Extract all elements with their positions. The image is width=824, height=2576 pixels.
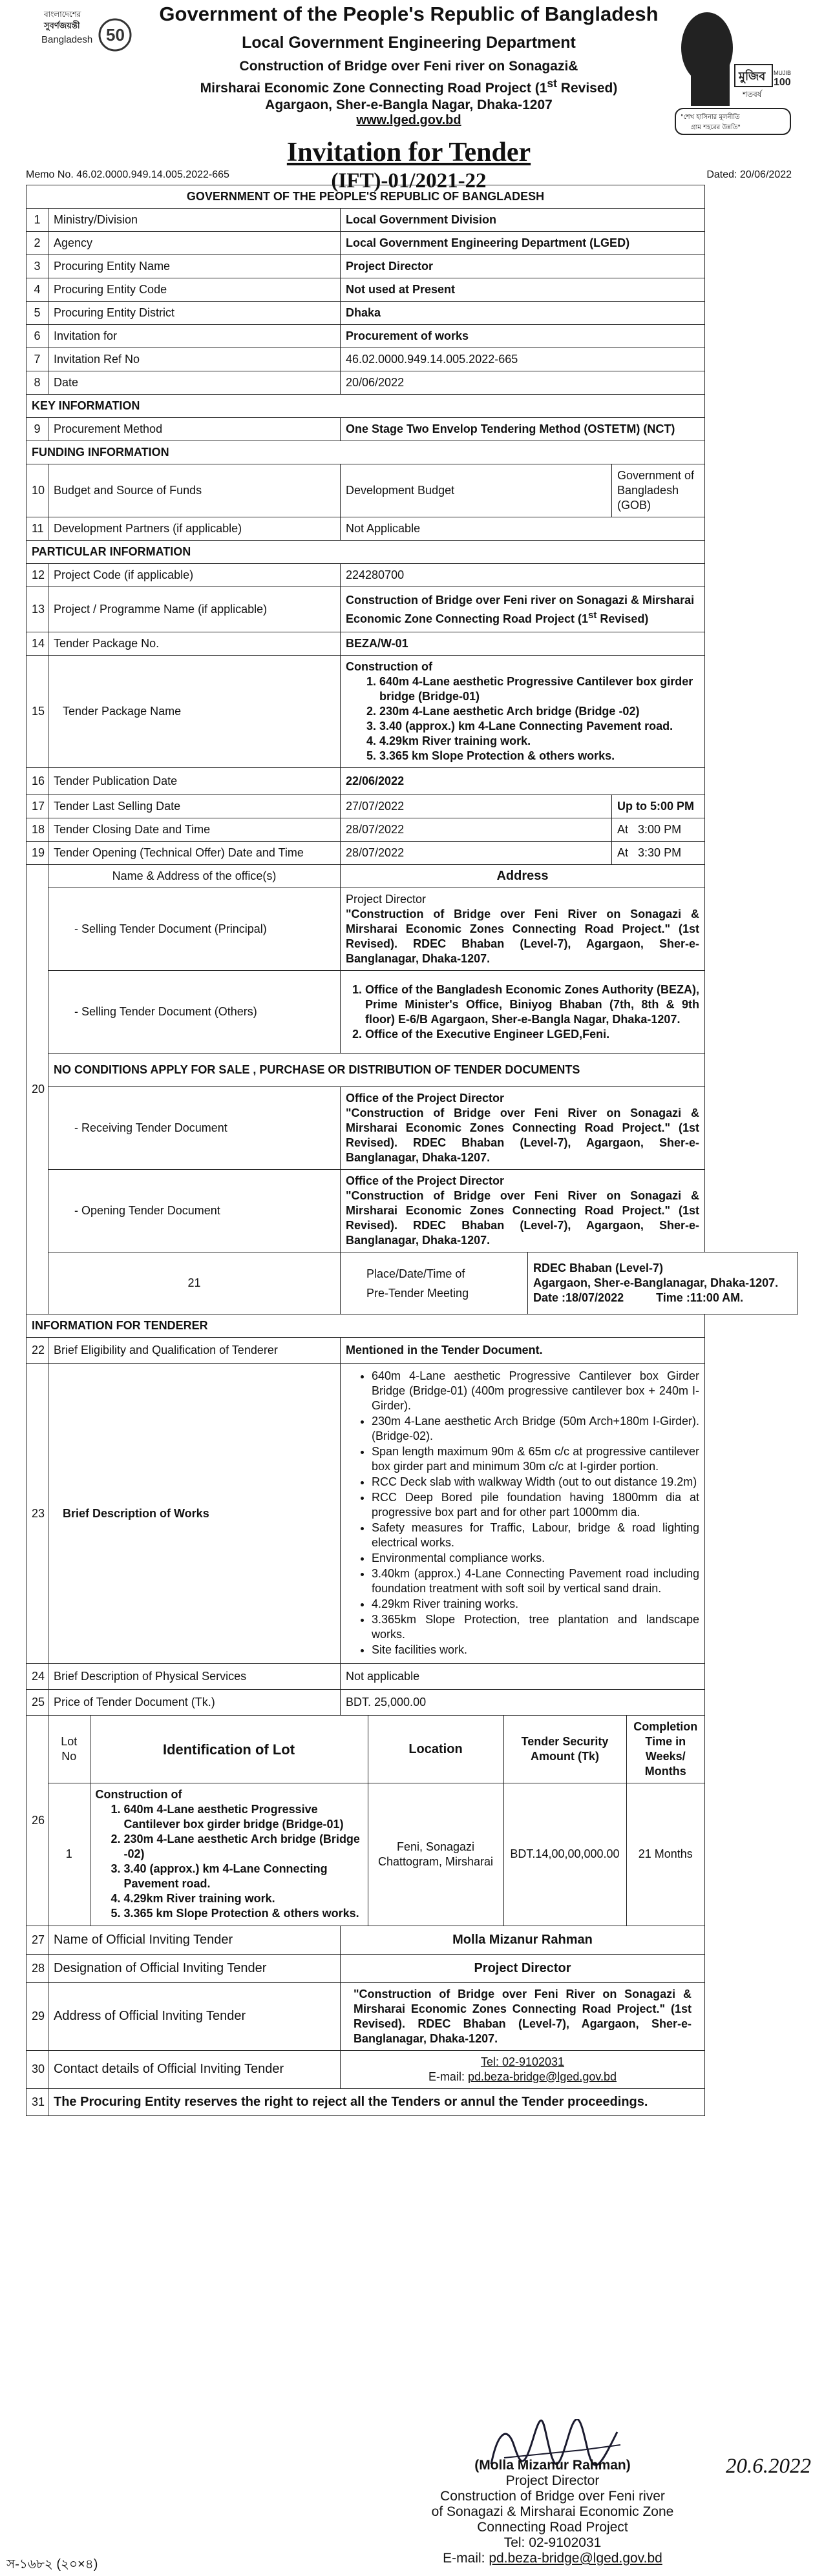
row-label: - Selling Tender Document (Principal) — [48, 888, 341, 971]
table-row: 1 Ministry/Division Local Government Division — [26, 209, 798, 232]
table-row — [26, 888, 798, 971]
row-value: 224280700 — [341, 564, 705, 587]
handwritten-date: 20.6.2022 — [726, 2455, 811, 2478]
list-item: • RCC Deep Bored pile foundation having 1800mm dia at progressive box part and for other part 1000mm dia. — [372, 1490, 699, 1520]
government-title: Government of the People's Republic of Bangladesh — [159, 3, 659, 25]
signatory-designation: Project Director — [505, 2473, 600, 2488]
svg-text:100: 100 — [774, 77, 791, 88]
section-funding-information: FUNDING INFORMATION — [26, 441, 705, 464]
row-value: BEZA/W-01 — [341, 632, 705, 656]
table-row — [26, 971, 798, 1054]
row-label: Date — [48, 371, 341, 395]
row-value: 28/07/2022 — [341, 842, 612, 865]
row-value: Not used at Present — [341, 278, 705, 302]
official-tel: Tel: 02-9102031 — [480, 2055, 565, 2068]
row-label: Project Code (if applicable) — [48, 564, 341, 587]
row-label: Price of Tender Document (Tk.) — [48, 1690, 341, 1716]
row-label: Procuring Entity Code — [48, 278, 341, 302]
row-label: Place/Date/Time of Pre-Tender Meeting — [341, 1252, 528, 1314]
row-label: Development Partners (if applicable) — [48, 517, 341, 541]
table-heading: GOVERNMENT OF THE PEOPLE'S REPUBLIC OF BANGLADESH — [26, 185, 705, 209]
notice-header — [26, 0, 798, 192]
svg-text:শতবর্ষ: শতবর্ষ — [743, 90, 762, 99]
row-value: 27/07/2022 — [341, 795, 612, 818]
row-value: BDT. 25,000.00 — [341, 1690, 705, 1716]
table-row: 15 Tender Package Name Construction of 1. 640m 4-Lane aesthetic Progressive Cantilever box girder bridge (Bridge-01) 2. 230m 4-Lane aesthetic Arch bridge (Bridge -02) 3. 3.40 (approx.) km 4-Lane Connecting Pavement road. 4. 4.29km River training work. 5. 3.365 km Slope Protection & others works. — [26, 656, 798, 768]
row-label: Procurement Method — [48, 418, 341, 441]
section-row — [26, 395, 798, 418]
row-value: Dhaka — [341, 302, 705, 325]
office-address: Agargaon, Sher-e-Bangla Nagar, Dhaka-1207 — [265, 98, 553, 112]
department-name: Local Government Engineering Department — [242, 34, 576, 52]
list-item: 4. 4.29km River training work. — [379, 734, 699, 749]
list-item: • 3.365km Slope Protection, tree plantation and landscape works. — [372, 1612, 699, 1642]
row-value: Local Government Division — [341, 209, 705, 232]
row-label: Address of Official Inviting Tender — [48, 1982, 341, 2050]
lot-identification: Construction of 1. 640m 4-Lane aesthetic Progressive Cantilever box girder bridge (Bridge-01) 2. 230m 4-Lane aesthetic Arch bridge (Bridge -02) 3. 3.40 (approx.) km 4-Lane Connecting Pavement road. 4. 4.29km River training work. 5. 3.365 km Slope Protection & others works. — [90, 1783, 368, 1926]
lot-completion-time: 21 Months — [626, 1783, 704, 1926]
table-row: 5 Procuring Entity District Dhaka — [26, 302, 798, 325]
pre-tender-meeting-value: RDEC Bhaban (Level-7) Agargaon, Sher-e-Banglanagar, Dhaka-1207. Date :18/07/2022 Time :11:00 AM. — [528, 1252, 798, 1314]
svg-text:"শেখ হাসিনার মূলনীতি: "শেখ হাসিনার মূলনীতি — [681, 114, 740, 121]
row-label: Brief Eligibility and Qualification of Tenderer — [48, 1338, 341, 1364]
row-value: Not applicable — [341, 1664, 705, 1690]
lot-security-header: Tender Security Amount (Tk) — [503, 1716, 626, 1783]
works-list — [346, 1369, 699, 1657]
table-row: 2 Agency Local Government Engineering Department (LGED) — [26, 232, 798, 255]
row-label: Tender Closing Date and Time — [48, 818, 341, 842]
row-value: Procurement of works — [341, 325, 705, 348]
row-value: Project Director "Construction of Bridge over Feni River on Sonagazi & Mirsharai Economic Zones Connecting Road Project." (1st Revised). RDEC Bhaban (Level-7), Agargaon, Sher-e-Banglanagar, Dhaka-1207. — [341, 888, 705, 971]
row-label: Designation of Official Inviting Tender — [48, 1954, 341, 1982]
row-label: Agency — [48, 232, 341, 255]
list-item: 1. 640m 4-Lane aesthetic Progressive Cantilever box girder bridge (Bridge-01) — [379, 674, 699, 704]
reservation-clause: The Procuring Entity reserves the right to reject all the Tenders or annul the Tender proceedings. — [48, 2088, 705, 2115]
svg-text:সুবর্ণজয়ন্তী: সুবর্ণজয়ন্তী — [44, 21, 80, 31]
svg-text:মুজিব: মুজিব — [739, 70, 766, 83]
row-label: Tender Last Selling Date — [48, 795, 341, 818]
row-value: Local Government Engineering Department (LGED) — [341, 232, 705, 255]
official-designation: Project Director — [341, 1954, 705, 1982]
table-row: 23 Brief Description of Works • 640m 4-Lane aesthetic Progressive Cantilever box Girder Bridge (Bridge-01) (400m progressive cantilever box + 240m I-Girder). • 230m 4-Lane aesthetic Arch Bridge (50m Arch+180m I-Girder). (Bridge-02). • Span length maximum 90m & 65m c/c at progressive cantilever box girder part and minimum 30m c/c at I-girder portion. • RCC Deck slab with walkway Width (out to out distance 19.2m) • RCC Deep Bored pile foundation having 1800mm dia at progressive box part and for other part 1000mm dia. • Safety measures for Traffic, Labour, bridge & road lighting electrical works. • Environmental compliance works. • 3.40km (approx.) 4-Lane Connecting Pavement road including foundation treatment with soft soil by vertical sand drain. • 4.29km River training works. • 3.365km Slope Protection, tree plantation and landscape works. • Site facilities work. — [26, 1364, 798, 1664]
table-row: 28 Designation of Official Inviting Tender Project Director — [26, 1954, 798, 1982]
website-link[interactable]: www.lged.gov.bd — [356, 113, 461, 127]
offices-column-heading: Name & Address of the office(s) — [48, 865, 341, 888]
signatory-details: (Molla Mizanur Rahman) Project Director Construction of Bridge over Feni river of Sonagazi & Mirsharai Economic Zone Connecting Road Project Tel: 02-9102031 E-mail: pd.beza-bridge@lged.gov.bd — [401, 2458, 704, 2566]
table-row: 30 Contact details of Official Inviting Tender Tel: 02-9102031 E-mail: pd.beza-bridge@lged.gov.bd — [26, 2050, 798, 2088]
table-row: 11 Development Partners (if applicable) Not Applicable — [26, 517, 798, 541]
row-label: Budget and Source of Funds — [48, 464, 341, 517]
table-row: 18 Tender Closing Date and Time 28/07/2022 At 3:00 PM — [26, 818, 798, 842]
list-item: 2. Office of the Executive Engineer LGED,Feni. — [365, 1027, 699, 1042]
official-name: Molla Mizanur Rahman — [341, 1926, 705, 1954]
list-item: • 4.29km River training works. — [372, 1597, 699, 1612]
list-item: 3. 3.40 (approx.) km 4-Lane Connecting Pavement road. — [124, 1862, 363, 1891]
svg-text:গ্রাম শহরের উন্নতি": গ্রাম শহরের উন্নতি" — [691, 124, 741, 131]
table-row — [26, 1170, 798, 1252]
lot-items-list — [96, 1802, 363, 1921]
table-row: 22 Brief Eligibility and Qualification of Tenderer Mentioned in the Tender Document. — [26, 1338, 798, 1364]
list-item: 1. Office of the Bangladesh Economic Zones Authority (BEZA), Prime Minister's Office, Biniyog Bhaban (7th, 8th & 9th floor) E-6/B Agargaon, Sher-e-Bangla Nagar, Dhaka-1207. — [365, 982, 699, 1027]
svg-text:MUJIB: MUJIB — [774, 70, 791, 76]
svg-text:50: 50 — [106, 25, 125, 45]
lot-location: Feni, Sonagazi Chattogram, Mirsharai — [368, 1783, 503, 1926]
row-value: 20/06/2022 — [341, 371, 705, 395]
row-value: 28/07/2022 — [341, 818, 612, 842]
list-item: • Site facilities work. — [372, 1643, 699, 1657]
list-item: • 230m 4-Lane aesthetic Arch Bridge (50m Arch+180m I-Girder). (Bridge-02). — [372, 1414, 699, 1444]
notice-title: Invitation for Tender — [286, 138, 531, 167]
lot-table-cell — [48, 1716, 705, 1926]
memo-date: Dated: 20/06/2022 — [706, 169, 792, 180]
row-label: - Opening Tender Document — [48, 1170, 341, 1252]
opening-time: At 3:30 PM — [612, 842, 705, 865]
row-label: Tender Publication Date — [48, 768, 341, 795]
signatory-tel: Tel: 02-9102031 — [503, 2535, 602, 2550]
no-conditions-note: NO CONDITIONS APPLY FOR SALE , PURCHASE OR DISTRIBUTION OF TENDER DOCUMENTS — [48, 1054, 705, 1087]
svg-text:Bangladesh: Bangladesh — [41, 34, 93, 45]
official-address: "Construction of Bridge over Feni River on Sonagazi & Mirsharai Economic Zones Connecting Road Project." (1st Revised). RDEC Bhaban (Level-7), Agargaon, Sher-e-Banglanagar, Dhaka-1207. — [341, 1982, 705, 2050]
table-row: 24 Brief Description of Physical Services Not applicable — [26, 1664, 798, 1690]
official-contact: Tel: 02-9102031 E-mail: pd.beza-bridge@lged.gov.bd — [341, 2050, 705, 2088]
table-row: 29 Address of Official Inviting Tender "Construction of Bridge over Feni River on Sonagazi & Mirsharai Economic Zones Connecting Road Project." (1st Revised). RDEC Bhaban (Level-7), Agargaon, Sher-e-Banglanagar, Dhaka-1207. — [26, 1982, 798, 2050]
table-row: 9 Procurement Method One Stage Two Envelop Tendering Method (OSTETM) (NCT) — [26, 418, 798, 441]
row-label: Invitation Ref No — [48, 348, 341, 371]
list-item: 2. 230m 4-Lane aesthetic Arch bridge (Bridge -02) — [124, 1832, 363, 1862]
table-row: 10 Budget and Source of Funds Development Budget Government of Bangladesh (GOB) — [26, 464, 798, 517]
header-text-block — [149, 0, 669, 193]
row-label: Project / Programme Name (if applicable) — [48, 587, 341, 632]
tender-information-table — [26, 185, 798, 2116]
package-items-list — [346, 674, 699, 763]
table-row: 27 Name of Official Inviting Tender Molla Mizanur Rahman — [26, 1926, 798, 1954]
row-value: 46.02.0000.949.14.005.2022-665 — [341, 348, 705, 371]
print-reference-code: স-১৬৮২ (২০×৪) — [6, 2557, 98, 2571]
list-item: • Safety measures for Traffic, Labour, bridge & road lighting electrical works. — [372, 1521, 699, 1550]
row-value: Office of the Project Director "Construction of Bridge over Feni River on Sonagazi & Mirsharai Economic Zones Connecting Road Project." (1st Revised). RDEC Bhaban (Level-7), Agargaon, Sher-e-Banglanagar, Dhaka-1207. — [341, 1170, 705, 1252]
row-value: Mentioned in the Tender Document. — [341, 1338, 705, 1364]
table-row: 7 Invitation Ref No 46.02.0000.949.14.005.2022-665 — [26, 348, 798, 371]
lot-no-header: Lot No — [48, 1716, 90, 1783]
address-column-heading: Address — [341, 865, 705, 888]
section-information-for-tenderer: INFORMATION FOR TENDERER — [26, 1314, 705, 1338]
row-label: Tender Package No. — [48, 632, 341, 656]
row-label: Ministry/Division — [48, 209, 341, 232]
row-label: Brief Description of Physical Services — [48, 1664, 341, 1690]
row-value: Construction of Bridge over Feni river on Sonagazi & Mirsharai Economic Zone Connecting Road Project (1st Revised) — [341, 587, 705, 632]
row-value: One Stage Two Envelop Tendering Method (OSTETM) (NCT) — [341, 418, 705, 441]
row-label: - Receiving Tender Document — [48, 1087, 341, 1170]
row-label: Brief Description of Works — [48, 1364, 341, 1664]
list-item: • RCC Deck slab with walkway Width (out to out distance 19.2m) — [372, 1475, 699, 1490]
row-label: Tender Opening (Technical Offer) Date and Time — [48, 842, 341, 865]
list-item: 4. 4.29km River training work. — [124, 1891, 363, 1906]
table-row: 31 The Procuring Entity reserves the right to reject all the Tenders or annul the Tender proceedings. — [26, 2088, 798, 2115]
row-value: Not Applicable — [341, 517, 705, 541]
signatory-email-link[interactable]: pd.beza-bridge@lged.gov.bd — [489, 2551, 662, 2566]
signature-block — [0, 2419, 824, 2571]
section-row — [26, 1314, 798, 1338]
list-item: • Span length maximum 90m & 65m c/c at progressive cantilever box girder part and minimum 30m c/c at I-girder portion. — [372, 1444, 699, 1474]
list-item: • Environmental compliance works. — [372, 1551, 699, 1566]
selling-time: Up to 5:00 PM — [612, 795, 705, 818]
svg-text:বাংলাদেশের: বাংলাদেশের — [44, 10, 81, 19]
table-row: 3 Procuring Entity Name Project Director — [26, 255, 798, 278]
table-row: 6 Invitation for Procurement of works — [26, 325, 798, 348]
lot-security-amount: BDT.14,00,00,000.00 — [503, 1783, 626, 1926]
memo-line — [26, 169, 798, 181]
golden-jubilee-logo — [39, 4, 136, 75]
row-label: Procuring Entity District — [48, 302, 341, 325]
table-row: 14 Tender Package No. BEZA/W-01 — [26, 632, 798, 656]
table-row: 17 Tender Last Selling Date 27/07/2022 Up to 5:00 PM — [26, 795, 798, 818]
lot-row — [48, 1783, 704, 1926]
table-row: 16 Tender Publication Date 22/06/2022 — [26, 768, 798, 795]
row-value: Project Director — [341, 255, 705, 278]
list-item: 2. 230m 4-Lane aesthetic Arch bridge (Bridge -02) — [379, 704, 699, 719]
section-particular-information: PARTICULAR INFORMATION — [26, 541, 705, 564]
lot-identification-header: Identification of Lot — [90, 1716, 368, 1783]
row-value: Development Budget — [341, 464, 612, 517]
row-label: Invitation for — [48, 325, 341, 348]
table-row — [26, 1087, 798, 1170]
row-label: Name of Official Inviting Tender — [48, 1926, 341, 1954]
table-row: 12 Project Code (if applicable) 224280700 — [26, 564, 798, 587]
section-key-information: KEY INFORMATION — [26, 395, 705, 418]
row-value: 22/06/2022 — [341, 768, 705, 795]
official-email-link[interactable]: pd.beza-bridge@lged.gov.bd — [467, 2070, 617, 2083]
row-value — [341, 971, 705, 1054]
mujib-100-logo — [671, 3, 794, 138]
list-item: 5. 3.365 km Slope Protection & others works. — [124, 1906, 363, 1921]
lot-header-row — [48, 1716, 704, 1783]
list-item: • 640m 4-Lane aesthetic Progressive Cantilever box Girder Bridge (Bridge-01) (400m progressive cantilever box + 240m I-Girder). — [372, 1369, 699, 1413]
row-value: Office of the Project Director "Construction of Bridge over Feni River on Sonagazi & Mirsharai Economic Zones Connecting Road Project." (1st Revised). RDEC Bhaban (Level-7), Agargaon, Sher-e-Banglanagar, Dhaka-1207. — [341, 1087, 705, 1170]
table-row: 19 Tender Opening (Technical Offer) Date and Time 28/07/2022 At 3:30 PM — [26, 842, 798, 865]
lot-table — [48, 1716, 704, 1926]
table-row: 26 Lot No Identification of Lot Location Tender Security Amount (Tk) Completion Time in Weeks/ Months 1 Construction of 1. 640m 4-Lane aesthetic Progressive Cantilever box girder bridge (Bridge-01) 2. 230m 4-Lane aesthetic Arch bridge (Bridge -02) 3. 3.40 (approx.) km 4-Lane Connecting Pavement road. 4. 4.29km River training work. 5. 3.365 km Slope Protection & others works. Feni, Sonagazi Chattogram, Mirsharai BDT.14,00,00,000.00 21 Months — [26, 1716, 798, 1926]
table-row: 25 Price of Tender Document (Tk.) BDT. 25,000.00 — [26, 1690, 798, 1716]
section-row — [26, 541, 798, 564]
table-row: 13 Project / Programme Name (if applicable) Construction of Bridge over Feni river on Sonagazi & Mirsharai Economic Zone Connecting Road Project (1st Revised) — [26, 587, 798, 632]
list-item: • 3.40km (approx.) 4-Lane Connecting Pavement road including foundation treatment with soft soil by vertical sand drain. — [372, 1566, 699, 1596]
row-label: Procuring Entity Name — [48, 255, 341, 278]
lot-number: 1 — [48, 1783, 90, 1926]
section-row — [26, 1054, 798, 1087]
table-row: 4 Procuring Entity Code Not used at Present — [26, 278, 798, 302]
list-item: 3. 3.40 (approx.) km 4-Lane Connecting Pavement road. — [379, 719, 699, 734]
ift-number: (IFT)-01/2021-22 — [331, 169, 487, 192]
row-label: Contact details of Official Inviting Tender — [48, 2050, 341, 2088]
row-label: Tender Package Name — [48, 656, 341, 768]
table-row: 20 Name & Address of the office(s) Address — [26, 865, 798, 888]
tender-notice-page — [26, 0, 798, 2116]
signatory-name: (Molla Mizanur Rahman) — [474, 2458, 631, 2473]
list-item: 5. 3.365 km Slope Protection & others works. — [379, 749, 699, 763]
memo-number: Memo No. 46.02.0000.949.14.005.2022-665 — [26, 169, 229, 180]
lot-location-header: Location — [368, 1716, 503, 1783]
section-row — [26, 441, 798, 464]
lot-completion-header: Completion Time in Weeks/ Months — [626, 1716, 704, 1783]
works-description-value — [341, 1364, 705, 1664]
table-row: 8 Date 20/06/2022 — [26, 371, 798, 395]
project-title: Construction of Bridge over Feni river on Sonagazi& Mirsharai Economic Zone Connecting Road Project (1st Revised) — [200, 59, 618, 96]
list-item: 1. 640m 4-Lane aesthetic Progressive Cantilever box girder bridge (Bridge-01) — [124, 1802, 363, 1832]
row-label: - Selling Tender Document (Others) — [48, 971, 341, 1054]
row-value-source: Government of Bangladesh (GOB) — [612, 464, 705, 517]
closing-time: At 3:00 PM — [612, 818, 705, 842]
table-row: 21 Place/Date/Time of Pre-Tender Meeting RDEC Bhaban (Level-7) Agargaon, Sher-e-Banglanagar, Dhaka-1207. Date :18/07/2022 Time :11:00 AM. — [26, 1252, 798, 1314]
tender-package-name-value: Construction of 1. 640m 4-Lane aesthetic Progressive Cantilever box girder bridge (Bridge-01) 2. 230m 4-Lane aesthetic Arch bridge (Bridge -02) 3. 3.40 (approx.) km 4-Lane Connecting Pavement road. 4. 4.29km River training work. 5. 3.365 km Slope Protection & others works. — [341, 656, 705, 768]
